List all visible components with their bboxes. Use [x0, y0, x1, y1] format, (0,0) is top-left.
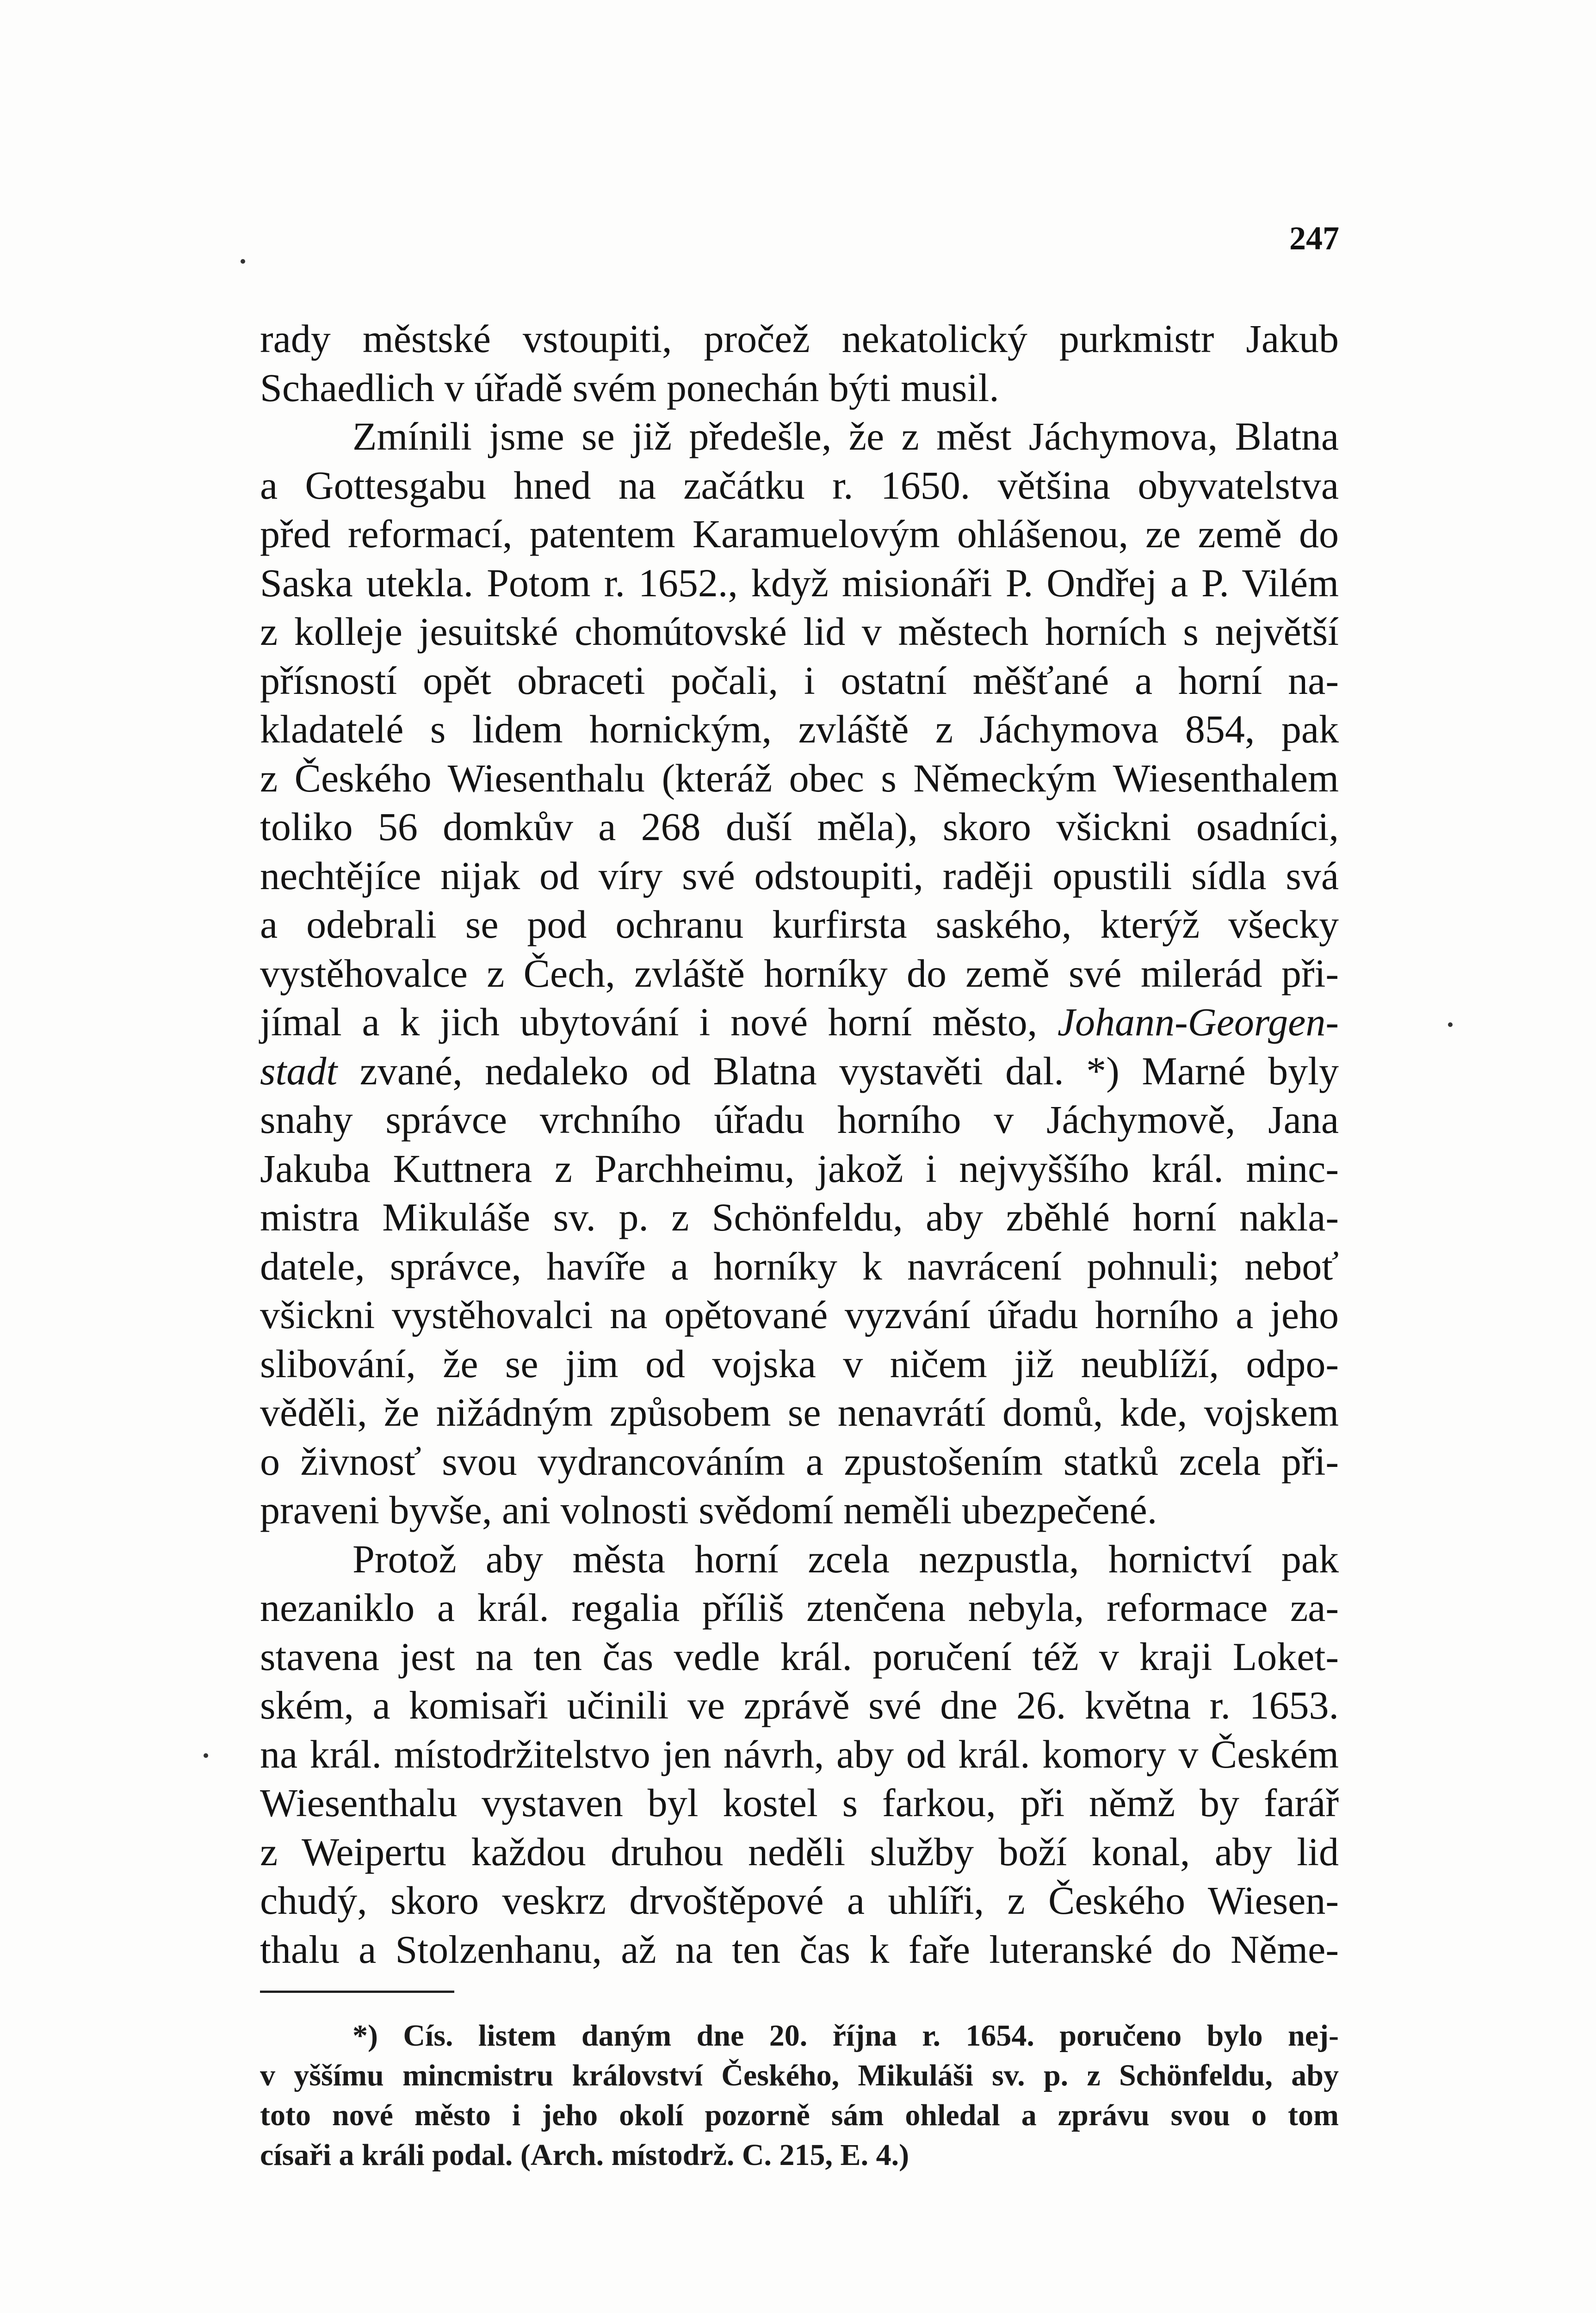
text-line: toliko 56 domkův a 268 duší měla), skoro všickni osadníci,	[260, 804, 1339, 849]
text-line: z kolleje jesuitské chomútovské lid v městech horních s největší	[260, 609, 1339, 654]
text-line: věděli, že nižádným způsobem se nenavrátí domů, kde, vojskem	[260, 1390, 1339, 1435]
footnote-rule	[260, 1991, 454, 1993]
text-line: slibování, že se jim od vojska v ničem již neublíží, odpo-	[260, 1341, 1339, 1386]
body-text	[260, 315, 1339, 1974]
scan-speck	[204, 1753, 208, 1758]
text-line: všickni vystěhovalci na opětované vyzvání úřadu horního a jeho	[260, 1293, 1339, 1337]
footnote	[260, 2016, 1339, 2175]
scan-speck	[241, 259, 245, 264]
page-number: 247	[1289, 220, 1339, 257]
text-line: ském, a komisaři učinili ve zprávě své dne 26. května r. 1653.	[260, 1683, 1339, 1727]
text-line: mistra Mikuláše sv. p. z Schönfeldu, aby zběhlé horní nakla-	[260, 1195, 1339, 1239]
text-line: a odebrali se pod ochranu kurfirsta saského, kterýž všecky	[260, 902, 1339, 946]
text-line: před reformací, patentem Karamuelovým ohlášenou, ze země do	[260, 512, 1339, 556]
text-line: nechtějíce nijak od víry své odstoupiti, raději opustili sídla svá	[260, 853, 1339, 898]
text-line: Wiesenthalu vystaven byl kostel s farkou, při němž by farář	[260, 1781, 1339, 1825]
text-line: thalu a Stolzenhanu, až na ten čas k faře luteranské do Něme-	[260, 1927, 1339, 1972]
text-line: o živnosť svou vydrancováním a zpustošením statků zcela při-	[260, 1439, 1339, 1484]
paragraph-start-line: Zmínili jsme se již předešle, že z měst Jáchymova, Blatna	[353, 414, 1339, 458]
scan-speck	[1448, 1022, 1453, 1027]
text-line	[260, 1047, 1339, 1096]
text-line: snahy správce vrchního úřadu horního v Jáchymově, Jana	[260, 1097, 1339, 1142]
text-line: kladatelé s lidem hornickým, zvláště z Jáchymova 854, pak	[260, 707, 1339, 751]
text-line: praveni byvše, ani volnosti svědomí neměli ubezpečené.	[260, 1488, 1157, 1532]
text-line: rady městské vstoupiti, pročež nekatolický purkmistr Jakub	[260, 316, 1339, 361]
text-line: přísností opět obraceti počali, i ostatní měšťané a horní na-	[260, 658, 1339, 703]
text-line: Schaedlich v úřadě svém ponechán býti musil.	[260, 365, 999, 410]
text-line: z Českého Wiesenthalu (kteráž obec s Německým Wiesenthalem	[260, 755, 1339, 800]
italic-place-name: stadt	[260, 1048, 338, 1093]
footnote-line: *) Cís. listem daným dne 20. října r. 1654. poručeno bylo nej-	[353, 2019, 1339, 2053]
italic-place-name: Johann-Georgen-	[1057, 1000, 1339, 1044]
footnote-line: toto nové město i jeho okolí pozorně sám ohledal a zprávu svou o tom	[260, 2098, 1339, 2132]
text-segment: jímal a k jich ubytování i nové horní město,	[260, 1000, 1058, 1044]
text-line: Jakuba Kuttnera z Parchheimu, jakož i nejvyššího král. minc-	[260, 1146, 1339, 1191]
text-line: na král. místodržitelstvo jen návrh, aby od král. komory v Českém	[260, 1732, 1339, 1776]
text-line: vystěhovalce z Čech, zvláště horníky do země své milerád při-	[260, 951, 1339, 996]
text-segment: zvané, nedaleko od Blatna vystavěti dal. *) Marné byly	[337, 1048, 1339, 1093]
text-line: z Weipertu každou druhou neděli služby boží konal, aby lid	[260, 1829, 1339, 1874]
text-line: datele, správce, havíře a horníky k navrácení pohnuli; neboť	[260, 1243, 1339, 1288]
text-line: chudý, skoro veskrz drvoštěpové a uhlíři, z Českého Wiesen-	[260, 1878, 1339, 1923]
footnote-line: císaři a králi podal. (Arch. místodrž. C. 215, E. 4.)	[260, 2138, 909, 2172]
text-line	[260, 998, 1339, 1047]
text-line: nezaniklo a král. regalia příliš ztenčena nebyla, reformace za-	[260, 1585, 1339, 1630]
text-line: Saska utekla. Potom r. 1652., když misionáři P. Ondřej a P. Vilém	[260, 560, 1339, 605]
text-line: stavena jest na ten čas vedle král. poručení též v kraji Loket-	[260, 1634, 1339, 1679]
paragraph-start-line: Protož aby města horní zcela nezpustla, hornictví pak	[353, 1536, 1339, 1581]
footnote-line: v yššímu mincmistru království Českého, Mikuláši sv. p. z Schönfeldu, aby	[260, 2059, 1339, 2092]
text-line: a Gottesgabu hned na začátku r. 1650. většina obyvatelstva	[260, 463, 1339, 507]
